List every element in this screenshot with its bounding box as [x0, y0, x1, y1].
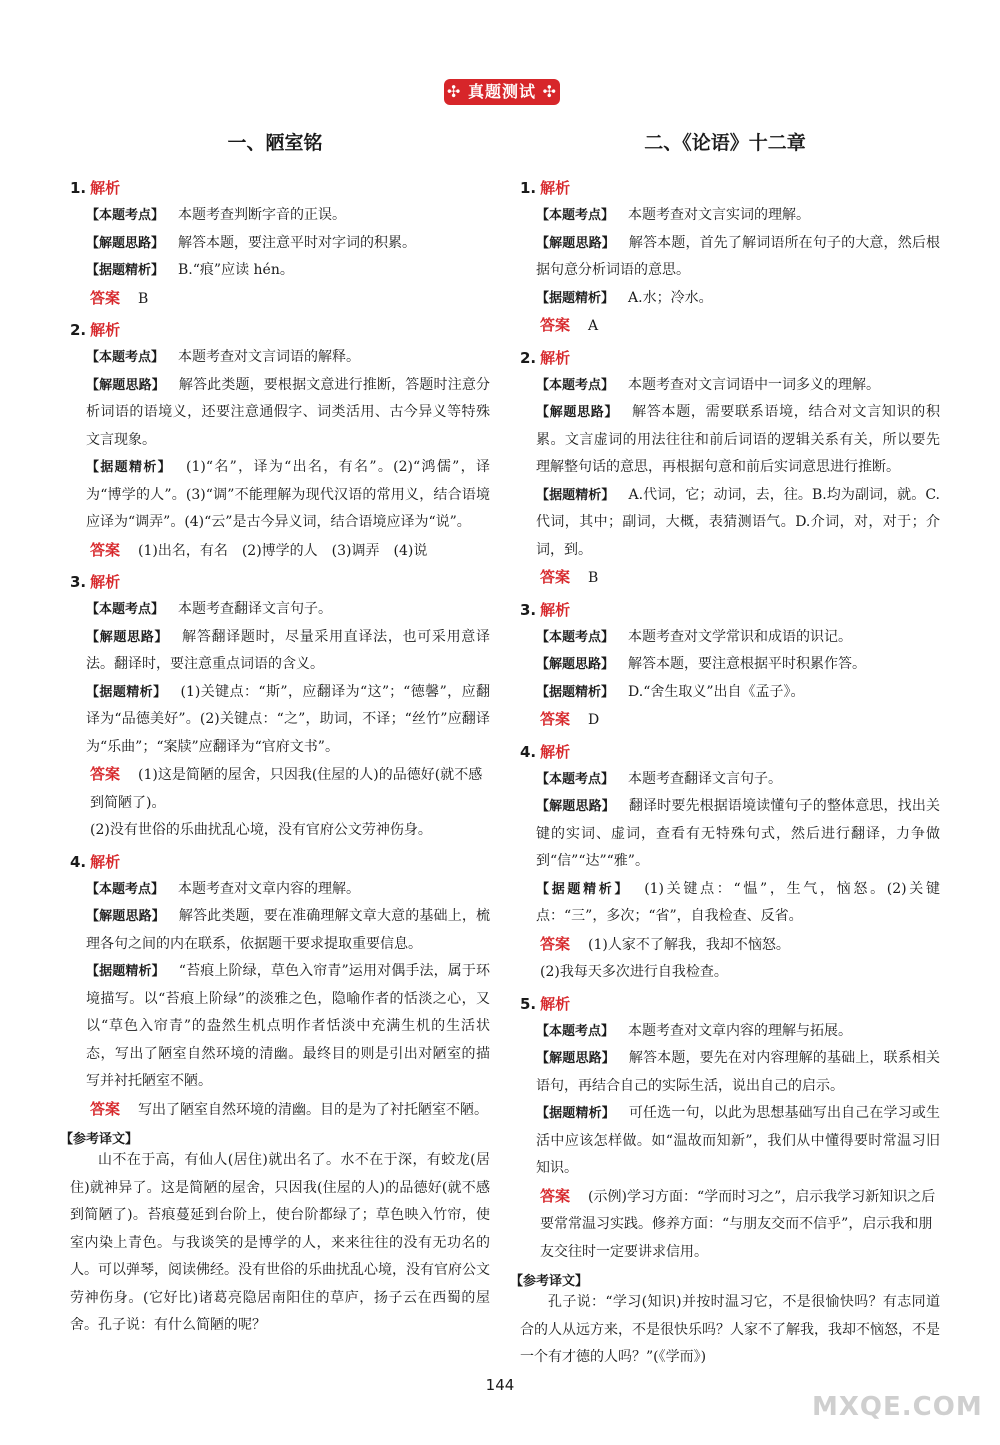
question-heading: [520, 347, 940, 368]
item-text: 本题考查对文言实词的理解。: [628, 207, 811, 223]
reference-translation-text: 山不在于高，有仙人(居住)就出名了。水不在于深，有蛟龙(居住)就神异了。这是简陋的屋舍，只因我(住屋的人)的品德好(就不感到简陋了)。苔痕蔓延到台阶上，使台阶都绿了；草色映入竹帘，使室内染上青色。与我谈笑的是博学的人，来来往往的没有无功名的人。可以弹琴，阅读佛经。没有世俗的乐曲扰乱心境，没有官府公文劳神伤身。(它好比)诸葛亮隐居南阳住的草庐，扬子云在西蜀的屋舍。孔子说：有什么简陋的呢？: [70, 1152, 490, 1333]
analysis-item: [536, 766, 940, 794]
item-tag: 【解题思路】: [536, 235, 615, 251]
item-tag: 【据题精析】: [86, 684, 167, 700]
item-tag: 【本题考点】: [86, 881, 165, 897]
item-text: (1)“名”，译为“出名，有名”。(2)“鸿儒”，译为“博学的人”。(3)“调”不能理解为现代汉语的常用义，结合语境应译为“调弄”。(4)“云”是古今异义词，结合语境应译为“说”。: [86, 459, 490, 530]
item-tag: 【解题思路】: [536, 405, 619, 420]
analysis-item: [536, 679, 940, 707]
question-number: 4.: [520, 742, 537, 761]
question-heading: [70, 851, 490, 872]
answer-line: [90, 285, 490, 314]
analysis-label: 解析: [540, 179, 571, 197]
question-number: 3.: [70, 573, 87, 591]
analysis-label: 解析: [540, 742, 571, 761]
item-text: 翻译时要先根据语境读懂句子的整体意思，找出关键的实词、虚词，查看有无特殊句式，然后进行翻译，力争做到“信”“达”“雅”。: [536, 798, 940, 869]
item-tag: 【解题思路】: [86, 235, 165, 251]
watermark: MXQE.COM: [812, 1392, 983, 1422]
analysis-item: [86, 344, 490, 372]
analysis-item: [86, 454, 490, 537]
item-tag: 【解题思路】: [536, 799, 615, 814]
question-number: 2.: [520, 348, 537, 367]
item-text: 本题考查对文言词语中一词多义的理解。: [628, 376, 881, 393]
item-text: 本题考查对文学常识和成语的识记。: [628, 628, 853, 645]
question-heading: [70, 177, 490, 198]
item-tag: 【据题精析】: [86, 263, 165, 278]
item-text: 本题考查判断字音的正误。: [178, 207, 347, 223]
item-tag: 【据题精析】: [536, 881, 631, 897]
question-number: 4.: [70, 852, 87, 871]
section-banner: ✣ 真题测试 ✣: [444, 79, 560, 105]
analysis-item: [536, 1018, 940, 1046]
answer-tag: 答案: [90, 765, 121, 783]
analysis-label: 解析: [90, 852, 121, 871]
item-tag: 【本题考点】: [536, 208, 615, 223]
question-block: [60, 319, 490, 565]
item-tag: 【解题思路】: [536, 1051, 615, 1066]
analysis-item: [86, 903, 490, 958]
item-text: 本题考查对文言词语的解释。: [178, 349, 361, 365]
answer-line: [90, 1096, 490, 1125]
item-text: A.水；冷水。: [628, 289, 713, 306]
answer-tag: 答案: [540, 710, 571, 728]
answer-line: [540, 312, 940, 341]
analysis-item: [536, 482, 940, 565]
item-tag: 【本题考点】: [536, 771, 615, 787]
answer-line: [540, 1183, 940, 1267]
analysis-item: [86, 202, 490, 230]
answer-tag: 答案: [90, 1099, 121, 1118]
item-tag: 【解题思路】: [86, 629, 169, 645]
analysis-item: [536, 372, 940, 400]
answer-line: [90, 761, 490, 817]
question-block: [60, 851, 490, 1125]
item-text: 本题考查对文章内容的理解与拓展。: [628, 1022, 853, 1039]
question-number: 3.: [520, 600, 537, 619]
answer-text: B: [588, 570, 599, 586]
item-text: B.“痕”应读 hén。: [178, 262, 294, 278]
answer-text: A: [588, 318, 599, 334]
item-tag: 【本题考点】: [86, 208, 165, 223]
analysis-item: [536, 651, 940, 679]
item-text: 解答翻译题时，尽量采用直译法，也可采用意译法。翻译时，要注意重点词语的含义。: [86, 628, 490, 672]
analysis-item: [536, 202, 940, 230]
question-block: [510, 177, 940, 341]
analysis-label: 解析: [90, 179, 121, 197]
item-text: 解答本题，要注意根据平时积累作答。: [628, 656, 867, 672]
item-tag: 【本题考点】: [86, 602, 165, 617]
item-tag: 【据题精析】: [536, 684, 615, 700]
item-tag: 【据题精析】: [86, 964, 165, 979]
item-text: 解答此类题，要根据文意进行推断，答题时注意分析词语的语境义，还要注意通假字、词类活用、古今异义等特殊文言现象。: [86, 376, 490, 448]
item-text: 解答本题，首先了解词语所在句子的大意，然后根据句意分析词语的意思。: [536, 234, 940, 278]
question-number: 2.: [70, 321, 87, 339]
item-tag: 【解题思路】: [86, 909, 165, 924]
question-block: [60, 571, 490, 845]
question-number: 1.: [70, 179, 87, 197]
item-text: 本题考查翻译文言句子。: [628, 770, 783, 787]
analysis-item: [536, 793, 940, 876]
item-text: A.代词，它；动词，去，往。B.均为副词，就。C.代词，其中；副词，大概，表猜测语气。D.介词，对，对于；介词，到。: [536, 486, 940, 558]
question-heading: [520, 741, 940, 762]
answer-line: [540, 931, 940, 960]
item-tag: 【据题精析】: [536, 487, 615, 503]
item-text: (1)关键点：“愠”，生气，恼怒。(2)关键点：“三”，多次；“省”，自我检查、反省。: [536, 880, 940, 924]
right-column: [510, 128, 940, 1372]
analysis-label: 解析: [90, 573, 121, 591]
answer-text: (1)人家不了解我，我却不恼怒。: [588, 936, 790, 953]
answer-line-extra: (2)没有世俗的乐曲扰乱心境，没有官府公文劳神伤身。: [90, 822, 432, 838]
question-number: 1.: [520, 179, 537, 197]
answer-line-extra: (2)我每天多次进行自我检查。: [540, 964, 728, 980]
answer-text: (示例)学习方面：“学而时习之”，启示我学习新知识之后要常常温习实践。修养方面：“与朋友交而不信乎”，启示我和朋友交往时一定要讲求信用。: [540, 1188, 936, 1260]
answer-text: (1)这是简陋的屋舍，只因我(住屋的人)的品德好(就不感到简陋了)。: [90, 767, 483, 811]
item-tag: 【本题考点】: [536, 377, 615, 393]
answer-line: [540, 564, 940, 593]
analysis-item: [536, 876, 940, 931]
analysis-item: [86, 230, 490, 258]
item-text: “苔痕上阶绿，草色入帘青”运用对偶手法，属于环境描写。以“苔痕上阶绿”的淡雅之色，隐喻作者的恬淡之心，又以“草色入帘青”的盎然生机点明作者恬淡中充满生机的生活状态，写出了陋室自然环境的清幽。最终目的则是引出对陋室的描写并衬托陋室不陋。: [86, 963, 490, 1089]
page-number: 144: [485, 1376, 515, 1394]
analysis-item: [86, 624, 490, 679]
answer-tag: 答案: [90, 540, 121, 559]
question-block: [510, 741, 940, 987]
answer-text: B: [138, 290, 149, 307]
question-block: [510, 347, 940, 593]
analysis-item: [86, 679, 490, 762]
answer-text: D: [588, 712, 600, 728]
question-block: [510, 599, 940, 735]
item-text: 本题考查翻译文言句子。: [178, 601, 333, 617]
left-column: [60, 128, 490, 1340]
item-text: D.“舍生取义”出自《孟子》。: [628, 683, 805, 700]
question-heading: [520, 993, 940, 1014]
item-tag: 【解题思路】: [86, 377, 165, 393]
analysis-label: 解析: [540, 600, 571, 619]
item-text: 解答此类题，要在准确理解文章大意的基础上，梳理各句之间的内在联系，依据题干要求提取重要信息。: [86, 908, 490, 952]
analysis-item: [86, 372, 490, 455]
item-tag: 【据题精析】: [536, 290, 615, 306]
item-tag: 【本题考点】: [536, 1023, 615, 1039]
analysis-item: [536, 230, 940, 285]
item-text: 解答本题，要注意平时对字词的积累。: [178, 234, 417, 251]
item-text: (1)关键点：“斯”，应翻译为“这”；“德馨”，应翻译为“品德美好”。(2)关键点：“之”，助词，不译；“丝竹”应翻译为“乐曲”；“案牍”应翻译为“官府文书”。: [86, 683, 490, 755]
question-block: [510, 993, 940, 1267]
section-title-left: 一、陋室铭: [227, 132, 323, 154]
reference-translation-text: 孔子说：“学习(知识)并按时温习它，不是很愉快吗？有志同道合的人从远方来，不是很快乐吗？人家不了解我，我却不恼怒，不是一个有才德的人吗？”(《学而》): [520, 1294, 940, 1365]
item-text: 解答本题，需要联系语境，结合对文言知识的积累。文言虚词的用法往往和前后词语的逻辑关系有关，所以要先理解整句话的意思，再根据句意和前后实词意思进行推断。: [536, 404, 940, 475]
analysis-item: [536, 624, 940, 652]
answer-text: 写出了陋室自然环境的清幽。目的是为了衬托陋室不陋。: [138, 1101, 489, 1118]
answer-tag: 答案: [540, 568, 571, 586]
analysis-item: [536, 285, 940, 313]
reference-translation-heading: 【参考译文】: [510, 1274, 589, 1289]
analysis-item: [536, 1100, 940, 1183]
reference-translation-heading: 【参考译文】: [60, 1132, 139, 1147]
answer-text: (1)出名，有名 (2)博学的人 (3)调弄 (4)说: [138, 542, 428, 559]
answer-tag: 答案: [540, 934, 571, 953]
question-heading: [70, 571, 490, 592]
item-tag: 【解题思路】: [536, 657, 615, 672]
answer-tag: 答案: [540, 1186, 571, 1205]
item-tag: 【据题精析】: [536, 1106, 615, 1121]
analysis-item: [536, 399, 940, 482]
question-heading: [70, 319, 490, 340]
analysis-label: 解析: [540, 994, 571, 1013]
item-tag: 【据题精析】: [86, 460, 173, 475]
answer-line: [540, 706, 940, 735]
section-title-right: 二、《论语》十二章: [644, 132, 806, 154]
item-text: 可任选一句，以此为思想基础写出自己在学习或生活中应该怎样做。如“温故而知新”，我们从中懂得要时常温习旧知识。: [536, 1105, 940, 1176]
item-text: 解答本题，要先在对内容理解的基础上，联系相关语句，再结合自己的实际生活，说出自己的启示。: [536, 1050, 940, 1094]
question-heading: [520, 177, 940, 198]
answer-line: [90, 537, 490, 566]
analysis-item: [536, 1045, 940, 1100]
analysis-label: 解析: [540, 348, 571, 367]
analysis-item: [86, 257, 490, 285]
question-heading: [520, 599, 940, 620]
answer-tag: 答案: [540, 316, 571, 334]
answer-tag: 答案: [90, 288, 121, 307]
question-block: [60, 177, 490, 313]
analysis-item: [86, 876, 490, 904]
item-text: 本题考查对文章内容的理解。: [178, 880, 361, 897]
item-tag: 【本题考点】: [536, 629, 615, 645]
analysis-item: [86, 596, 490, 624]
question-number: 5.: [520, 994, 537, 1013]
analysis-label: 解析: [90, 321, 121, 339]
item-tag: 【本题考点】: [86, 350, 165, 365]
analysis-item: [86, 958, 490, 1096]
